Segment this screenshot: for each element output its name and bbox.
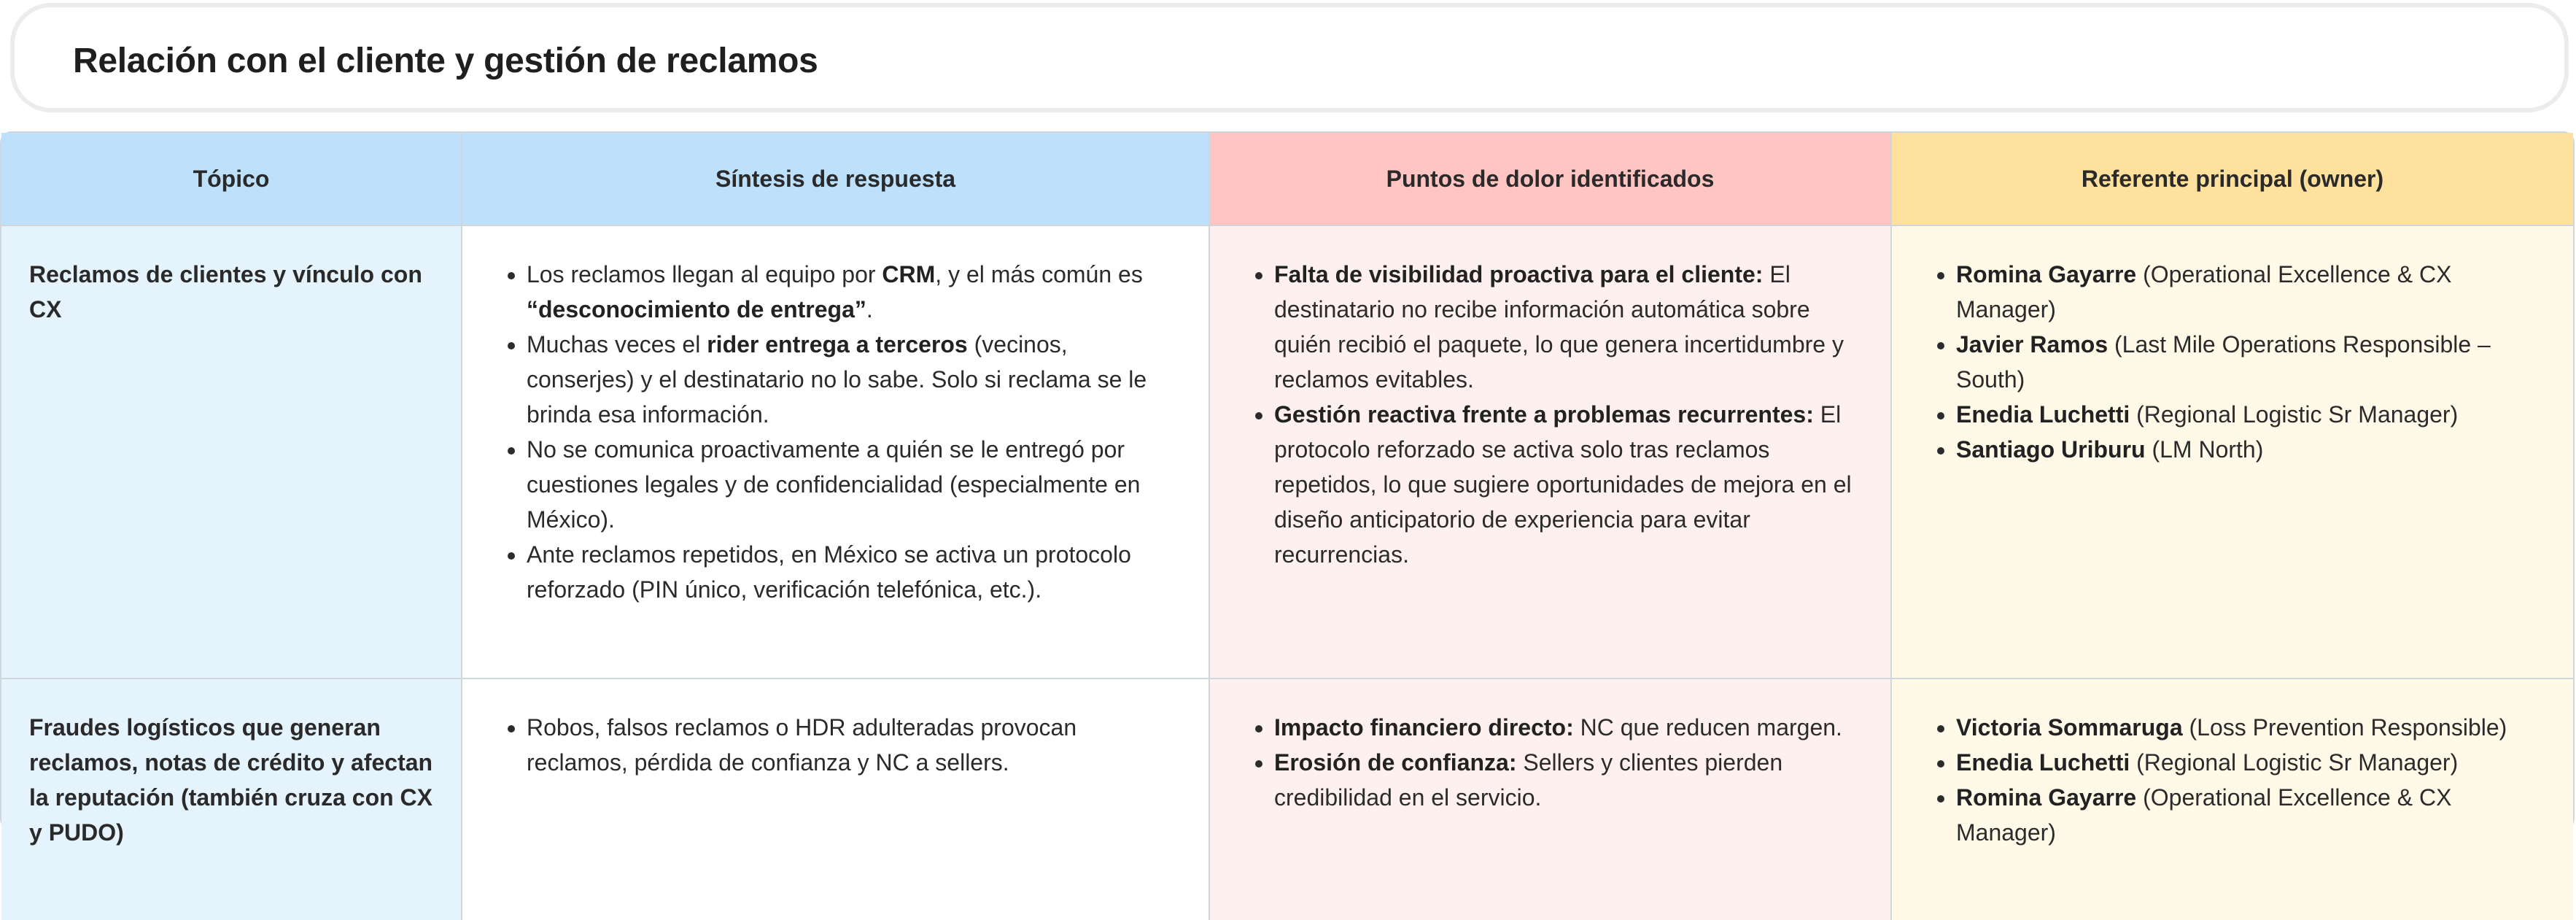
pain-points-list <box>1238 710 1863 815</box>
header-owner: Referente principal (owner) <box>1891 133 2573 225</box>
list-item: • Erosión de confianza: Sellers y clientes pierden credibilidad en el servicio. <box>1274 745 1863 815</box>
list-item: • Romina Gayarre (Operational Excellence & CX Manager) <box>1956 257 2545 327</box>
owner-cell <box>1891 225 2573 679</box>
summary-list <box>490 710 1181 780</box>
list-item: • Los reclamos llegan al equipo por CRM, y el más común es “desconocimiento de entrega”. <box>527 257 1181 327</box>
table-header-row <box>1 133 2573 225</box>
page-title: Relación con el cliente y gestión de reclamos <box>73 42 818 80</box>
list-item: • Victoria Sommaruga (Loss Prevention Responsible) <box>1956 710 2545 745</box>
list-item: • Javier Ramos (Last Mile Operations Responsible – South) <box>1956 327 2545 397</box>
owner-list <box>1920 257 2545 467</box>
topic-cell: Fraudes logísticos que generan reclamos, notas de crédito y afectan la reputación (también cruza con CX y PUDO) <box>1 679 462 920</box>
list-item: • Muchas veces el rider entrega a terceros (vecinos, conserjes) y el destinatario no lo sabe. Solo si reclama se le brinda esa información. <box>527 327 1181 432</box>
summary-cell <box>462 225 1209 679</box>
summary-cell <box>462 679 1209 920</box>
pain-points-cell <box>1209 679 1891 920</box>
list-item: • Ante reclamos repetidos, en México se activa un protocolo reforzado (PIN único, verificación telefónica, etc.). <box>527 537 1181 607</box>
header-topic: Tópico <box>1 133 462 225</box>
summary-list <box>490 257 1181 607</box>
header-summary: Síntesis de respuesta <box>462 133 1209 225</box>
pain-points-cell <box>1209 225 1891 679</box>
header-pain-points: Puntos de dolor identificados <box>1209 133 1891 225</box>
owner-list <box>1920 710 2545 850</box>
topic-cell: Reclamos de clientes y vínculo con CX <box>1 225 462 679</box>
owner-cell <box>1891 679 2573 920</box>
list-item: • Impacto financiero directo: NC que reducen margen. <box>1274 710 1863 745</box>
list-item: • Falta de visibilidad proactiva para el cliente: El destinatario no recibe información automática sobre quién recibió el paquete, lo que genera incertidumbre y reclamos evitables. <box>1274 257 1863 397</box>
claims-table <box>0 131 2575 846</box>
list-item: • Romina Gayarre (Operational Excellence & CX Manager) <box>1956 780 2545 850</box>
list-item: • Robos, falsos reclamos o HDR adulteradas provocan reclamos, pérdida de confianza y NC a sellers. <box>527 710 1181 780</box>
pain-points-list <box>1238 257 1863 572</box>
table-row <box>1 679 2573 920</box>
page-title-card <box>10 3 2569 112</box>
list-item: • Enedia Luchetti (Regional Logistic Sr Manager) <box>1956 397 2545 432</box>
table-row <box>1 225 2573 679</box>
list-item: • Gestión reactiva frente a problemas recurrentes: El protocolo reforzado se activa solo tras reclamos repetidos, lo que sugiere oportunidades de mejora en el diseño anticipatorio de experiencia para evitar recurrencias. <box>1274 397 1863 572</box>
list-item: • Enedia Luchetti (Regional Logistic Sr Manager) <box>1956 745 2545 780</box>
list-item: • No se comunica proactivamente a quién se le entregó por cuestiones legales y de confidencialidad (especialmente en México). <box>527 432 1181 537</box>
list-item: • Santiago Uriburu (LM North) <box>1956 432 2545 467</box>
